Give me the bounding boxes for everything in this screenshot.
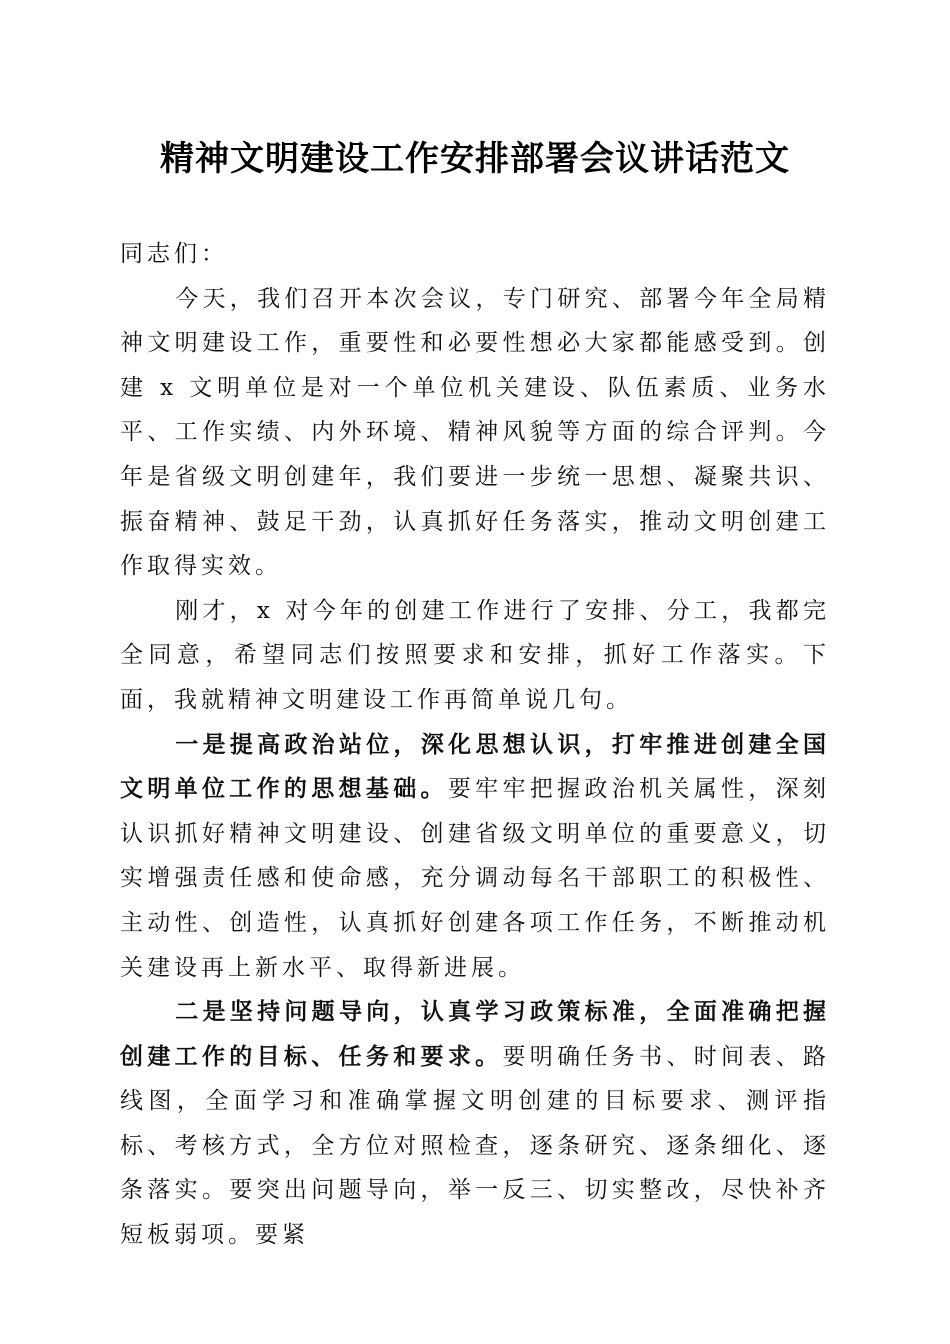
paragraph-agreement	[120, 589, 830, 723]
paragraph-lead: 二是坚持问题导向，认真学习政策标准，全面准确把握创建工作的目标、任务和要求。	[120, 998, 830, 1070]
paragraph-text: 要明确任务书、时间表、路线图，全面学习和准确掌握文明创建的目标要求、测评指标、考核方式，全方位对照检查，逐条研究、逐条细化、逐条落实。要突出问题导向，举一反三、切实整改，尽快补齐短板弱项。要紧	[120, 1043, 831, 1249]
document-body	[120, 232, 830, 1258]
paragraph-text: 刚才，x 对今年的创建工作进行了安排、分工，我都完全同意，希望同志们按照要求和安排，抓好工作落实。下面，我就精神文明建设工作再简单说几句。	[120, 597, 830, 713]
paragraph-point-one	[120, 723, 830, 991]
paragraph-lead: 一是提高政治站位，深化思想认识，打牢推进创建全国文明单位工作的思想基础。	[120, 730, 830, 803]
document-title: 精神文明建设工作安排部署会议讲话范文	[160, 139, 790, 179]
salutation: 同志们：	[120, 241, 228, 267]
paragraph-point-two	[120, 990, 830, 1258]
paragraph-opening	[120, 277, 830, 589]
paragraph-text: 今天，我们召开本次会议，专门研究、部署今年全局精神文明建设工作，重要性和必要性想必大家都能感受到。创建 x 文明单位是对一个单位机关建设、队伍素质、业务水平、工作实绩、内外环境、精神风貌等方面的综合评判。今年是省级文明创建年，我们要进一步统一思想、凝聚共识、振奋精神、鼓足干劲，认真抓好任务落实，推动文明创建工作取得实效。	[120, 285, 830, 580]
paragraph-text: 要牢牢把握政治机关属性，深刻认识抓好精神文明建设、创建省级文明单位的重要意义，切实增强责任感和使命感，充分调动每名干部职工的积极性、主动性、创造性，认真抓好创建各项工作任务，不断推动机关建设再上新水平、取得新进展。	[120, 776, 831, 981]
